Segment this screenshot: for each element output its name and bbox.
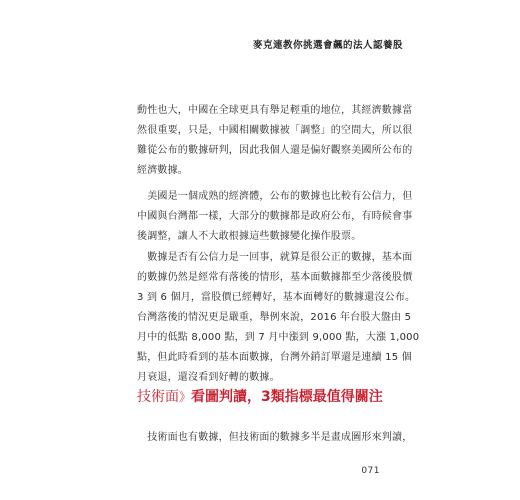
paragraph (137, 248, 420, 388)
text-line: 然很重要，只是，中國相關數據被「調整」的空間大，所以很 (137, 125, 413, 136)
section-separator: 》 (179, 390, 192, 404)
text-line: 動性也大，中國在全球更具有舉足輕重的地位，其經濟數據當 (137, 105, 413, 116)
paragraph (137, 428, 413, 448)
paragraph-4 (137, 428, 413, 448)
text-line: 月中的低點 8,000 點，到 7 月中漲到 9,000 點，大漲 1,000 (137, 332, 420, 343)
text-line: 數據是否有公信力是一回事，就算是很公正的數據，基本面 (137, 252, 413, 263)
section-label: 技術面 (137, 389, 179, 405)
paragraph-1 (137, 101, 413, 181)
text-line: 難從公布的數據研判，因此我個人還是偏好觀察美國所公布的 (137, 145, 413, 156)
paragraph (137, 187, 413, 247)
running-header: 麥克連教你挑選會飆的法人認養股 (252, 40, 403, 51)
text-line: 美國是一個成熟的經濟體，公布的數據也比較有公信力，但 (137, 191, 413, 202)
text-line: 月衰退，還沒看到好轉的數據。 (137, 372, 280, 383)
paragraph-3 (137, 248, 420, 388)
section-heading (137, 386, 383, 406)
paragraph (137, 101, 413, 181)
text-line: 3 到 6 個月，當股價已經轉好，基本面轉好的數據還沒公布。 (137, 292, 416, 303)
paragraph-2 (137, 187, 413, 247)
text-line: 經濟數據。 (137, 165, 188, 176)
text-line: 中國與台灣都一樣，大部分的數據都是政府公布，有時候會事 (137, 211, 413, 222)
page-number: 071 (361, 466, 380, 476)
text-line: 後調整，讓人不大敢根據這些數據變化操作股票。 (137, 231, 362, 242)
text-line: 點，但此時看到的基本面數據，台灣外銷訂單還是連續 15 個 (137, 352, 412, 363)
text-line: 技術面也有數據，但技術面的數據多半是畫成圖形來判讀， (137, 432, 413, 443)
text-line: 台灣落後的情況更是嚴重，舉例來說，2016 年台股大盤由 5 (137, 312, 412, 323)
text-line: 的數據仍然是經常有落後的情形，基本面數據都至少落後股價 (137, 272, 413, 283)
section-title: 看圖判讀，3類指標最值得關注 (191, 389, 383, 405)
